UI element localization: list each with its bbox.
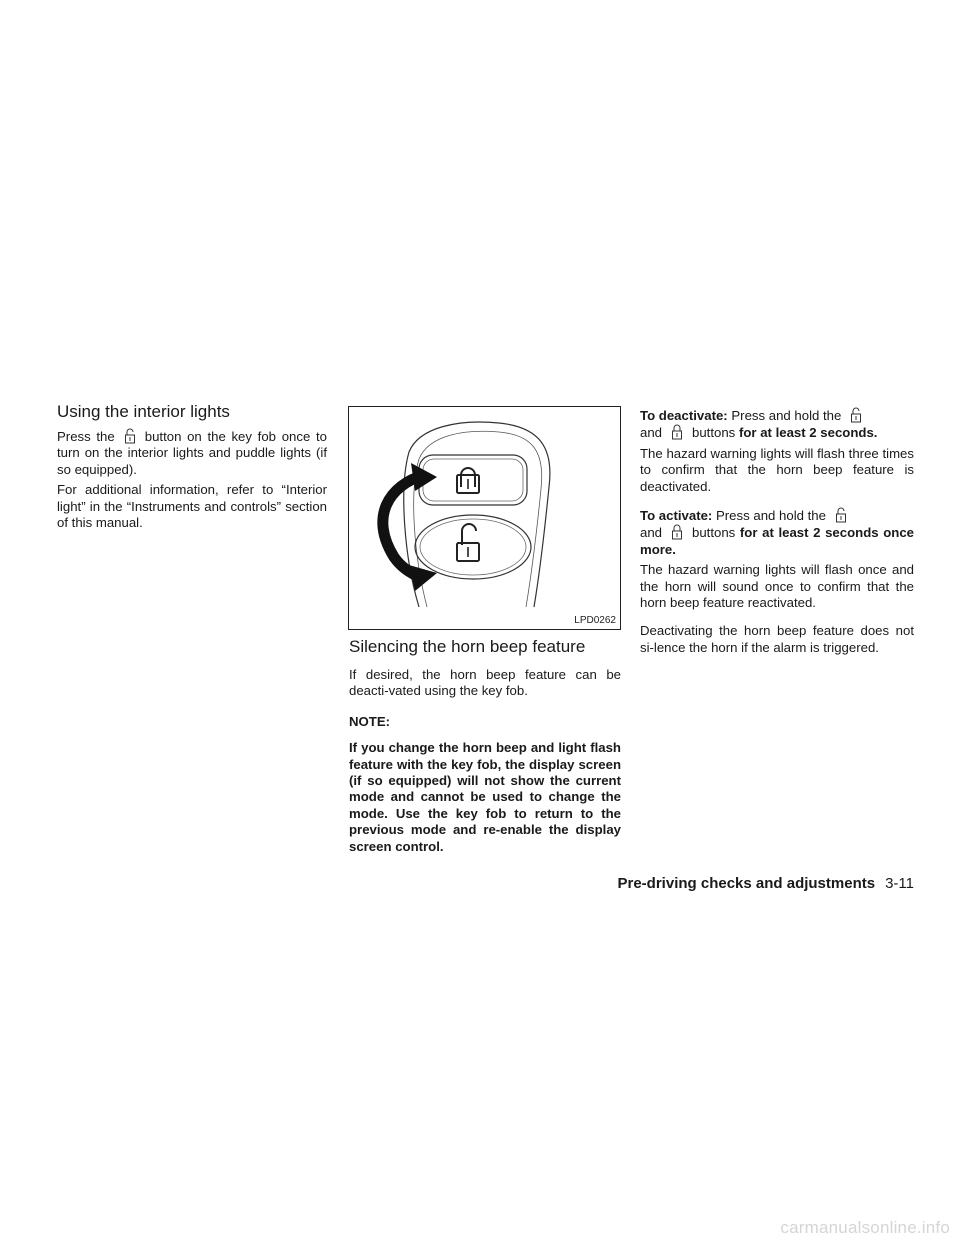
activate-buttons: buttons xyxy=(692,525,736,541)
unlock-button-graphic xyxy=(415,515,531,579)
lock-icon xyxy=(662,524,692,540)
activate-time: for at least 2 seconds once more. xyxy=(640,525,914,557)
heading-interior-lights: Using the interior lights xyxy=(57,402,230,421)
text-button-on-key-fob: button on the key fob once to turn on the interior lights and puddle lights (if so equipped). xyxy=(57,429,327,477)
column-interior-lights xyxy=(57,402,327,535)
activate-label: To activate: xyxy=(640,508,713,524)
paragraph-press-button xyxy=(57,428,327,478)
deactivate-time: for at least 2 seconds. xyxy=(738,425,878,441)
unlock-icon xyxy=(115,428,145,444)
lock-icon xyxy=(662,424,692,440)
paragraph-deactivate-intro: If desired, the horn beep feature can be deacti-vated using the key fob. xyxy=(349,667,621,699)
key-fob-illustration xyxy=(349,407,622,631)
key-fob-figure xyxy=(348,406,621,630)
page-footer xyxy=(618,875,915,892)
unlock-icon xyxy=(841,407,871,423)
curved-arrow-graphic xyxy=(383,463,437,591)
deactivate-and: and xyxy=(640,425,663,441)
page-number: 3-11 xyxy=(885,875,914,892)
footer-section-title: Pre-driving checks and adjustments xyxy=(617,875,876,892)
activate-result: The hazard warning lights will flash once and the horn will sound once to confirm that the horn beep feature reactivated. xyxy=(640,562,914,611)
watermark: carmanualsonline.info xyxy=(780,1218,950,1237)
deactivate-buttons: buttons xyxy=(692,425,736,441)
text-press-the: Press the xyxy=(57,429,115,444)
column-silencing-horn xyxy=(349,637,621,859)
paragraph-to-activate xyxy=(640,507,914,558)
activate-instruction: Press and hold the xyxy=(715,508,826,524)
deactivate-label: To deactivate: xyxy=(640,408,728,423)
paragraph-additional-info: For additional information, refer to “Interior light” in the “Instruments and controls” section of this manual. xyxy=(57,482,327,531)
lock-button-graphic xyxy=(419,455,527,505)
heading-silencing-horn: Silencing the horn beep feature xyxy=(349,637,586,656)
alarm-note: Deactivating the horn beep feature does not si-lence the horn if the alarm is triggered. xyxy=(640,623,914,655)
deactivate-result: The hazard warning lights will flash three times to confirm that the horn beep feature is deactivated. xyxy=(640,445,914,494)
column-activate-deactivate xyxy=(640,407,914,660)
note-label: NOTE: xyxy=(349,713,391,729)
note-text: If you change the horn beep and light flash feature with the key fob, the display screen (if so equipped) will not show the current mode and cannot be used to change the mode. Use the key fob to return to the previous mode and re-enable the display screen control. xyxy=(349,740,621,854)
figure-label: LPD0262 xyxy=(574,615,616,626)
unlock-icon xyxy=(826,507,856,523)
activate-and: and xyxy=(640,525,663,541)
deactivate-instruction: Press and hold the xyxy=(731,408,842,423)
paragraph-to-deactivate xyxy=(640,407,914,442)
